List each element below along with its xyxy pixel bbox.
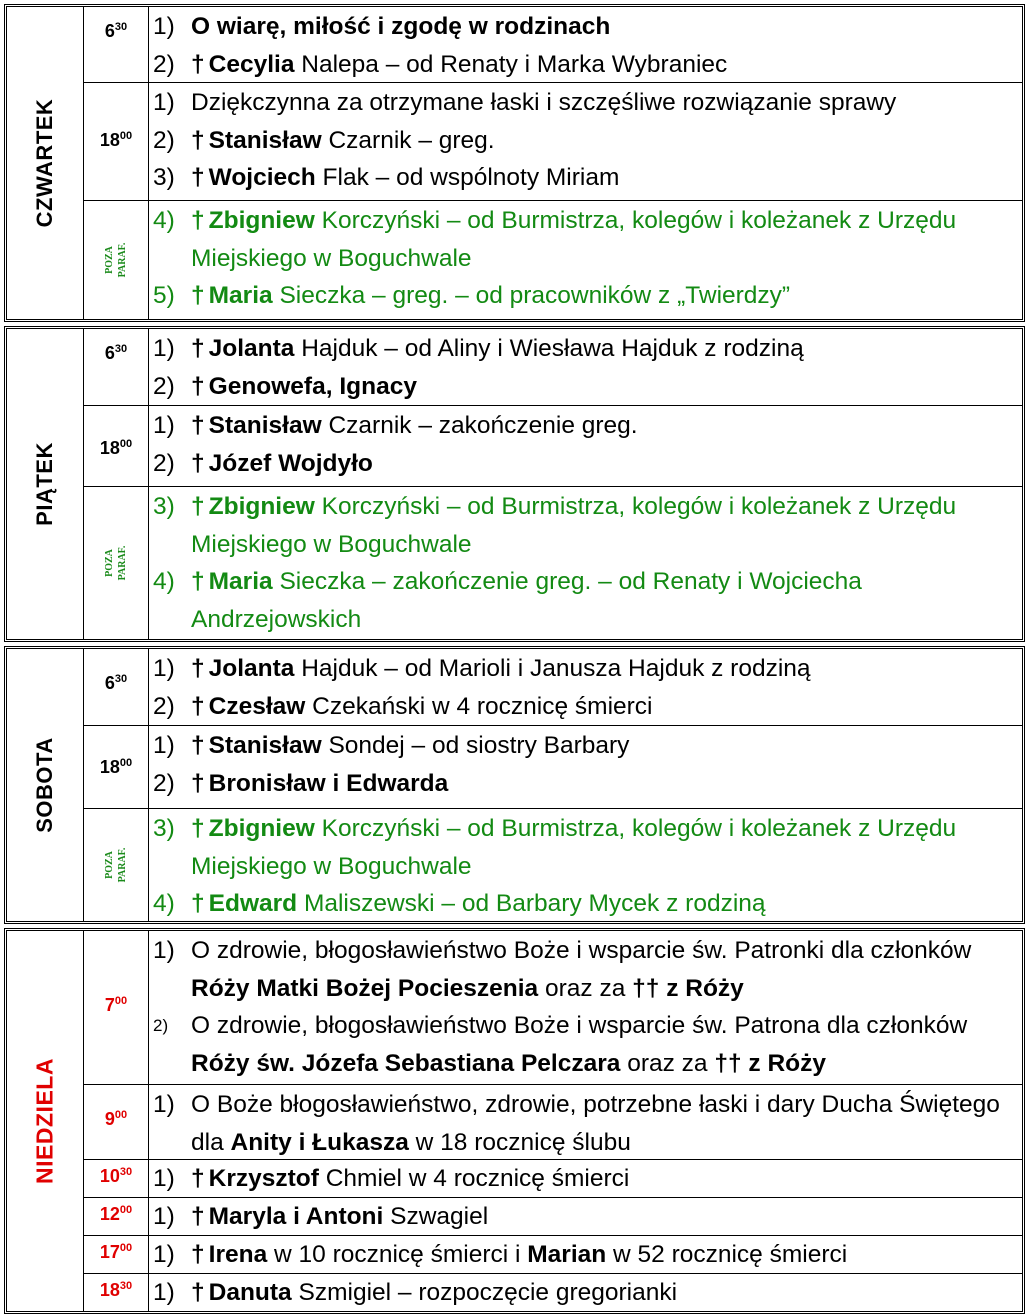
intention-item: 2) O zdrowie, błogosławieństwo Boże i wsparcie św. Patrona dla członków Róży św. Józefa Sebastiana Pelczara oraz za †† z Róży — [153, 1012, 968, 1077]
intention-item: 1) † Irena w 10 rocznicę śmierci i Marian w 52 rocznicę śmierci — [153, 1241, 848, 1268]
intention-item: 5) † Maria Sieczka – greg. – od pracowników z „Twierdzy” — [153, 282, 791, 309]
cross-icon: † — [191, 732, 205, 759]
cross-icon: † — [191, 449, 205, 477]
cross-icon: † — [191, 493, 205, 520]
mass-time: $18^{30}$ — [84, 1274, 149, 1311]
mass-time: $10^{30}$ — [84, 1160, 149, 1197]
intention-item: 2) † Stanisław Czarnik – greg. — [153, 126, 495, 154]
intention-item: 1) O Boże błogosławieństwo, zdrowie, potrzebne łaski i dary Ducha Świętego dla Anity i Łukasza w 18 rocznicę ślubu — [153, 1091, 1000, 1156]
day-label: PIĄTEK — [7, 329, 84, 639]
mass-time: $6^{30}$ — [84, 649, 149, 725]
intention-item: 2) † Genowefa, Ignacy — [153, 372, 417, 400]
intention-item: 4) † Edward Maliszewski – od Barbary Mycek z rodziną — [153, 890, 766, 917]
mass-slot — [84, 82, 1022, 200]
mass-time: $18^{00}$ — [84, 83, 149, 200]
cross-icon: † — [191, 50, 205, 78]
cross-icon: † — [191, 164, 205, 191]
day-label: SOBOTA — [7, 649, 84, 921]
mass-slot-outside-parish — [84, 808, 1022, 921]
intention-item: 1) † Stanisław Sondej – od siostry Barbary — [153, 732, 630, 759]
mass-slot — [84, 329, 1022, 405]
mass-intentions-schedule — [4, 4, 1025, 1314]
intention-item: 4) † Zbigniew Korczyński – od Burmistrza, kolegów i koleżanek z Urzędu Miejskiego w Boguchwale — [153, 207, 957, 272]
cross-icon: † — [191, 412, 205, 439]
intention-item: 1) O zdrowie, błogosławieństwo Boże i wsparcie św. Patronki dla członków Róży Matki Bożej Pocieszenia oraz za †† z Róży — [153, 937, 972, 1002]
intention-item: 1) O wiarę, miłość i zgodę w rodzinach — [153, 13, 611, 40]
intention-item: 1) † Danuta Szmigiel – rozpoczęcie gregorianki — [153, 1279, 678, 1306]
mass-slot — [84, 1159, 1022, 1197]
outside-parish-label: POZA PARAF. — [84, 487, 149, 639]
intention-item: 1) † Stanisław Czarnik – zakończenie greg. — [153, 412, 638, 439]
intention-item: 2) † Bronisław i Edwarda — [153, 769, 449, 797]
day-label: CZWARTEK — [7, 7, 84, 319]
cross-icon: † — [191, 769, 205, 797]
intention-item: 3) † Zbigniew Korczyński – od Burmistrza, kolegów i koleżanek z Urzędu Miejskiego w Boguchwale — [153, 493, 957, 558]
cross-icon: † — [191, 890, 205, 917]
mass-slot-outside-parish — [84, 200, 1022, 319]
intention-item: 3) † Wojciech Flak – od wspólnoty Miriam — [153, 164, 620, 191]
cross-icon: † — [191, 1203, 205, 1230]
mass-slot — [84, 725, 1022, 808]
mass-time: $18^{00}$ — [84, 406, 149, 486]
outside-parish-label: POZA PARAF. — [84, 201, 149, 319]
cross-icon: † — [191, 655, 205, 682]
mass-slot-outside-parish — [84, 486, 1022, 639]
cross-icon: † — [191, 1241, 205, 1268]
intention-item: 4) † Maria Sieczka – zakończenie greg. – od Renaty i Wojciecha Andrzejowskich — [153, 568, 862, 633]
mass-slot — [84, 931, 1022, 1084]
cross-icon: † — [191, 815, 205, 842]
cross-icon: † — [191, 692, 205, 720]
cross-icon: † — [191, 1165, 205, 1192]
cross-icon: † — [191, 335, 205, 362]
mass-time: $12^{00}$ — [84, 1198, 149, 1235]
mass-time: $6^{30}$ — [84, 7, 149, 82]
intention-item: 1) † Krzysztof Chmiel w 4 rocznicę śmierci — [153, 1165, 630, 1192]
mass-slot — [84, 1273, 1022, 1311]
mass-slot — [84, 405, 1022, 486]
day-thursday — [4, 4, 1025, 322]
mass-slot — [84, 1197, 1022, 1235]
mass-time: $9^{00}$ — [84, 1085, 149, 1159]
day-label: NIEDZIELA — [7, 931, 84, 1311]
mass-time: $18^{00}$ — [84, 726, 149, 808]
mass-slot — [84, 1235, 1022, 1273]
mass-time: $6^{30}$ — [84, 329, 149, 405]
intention-item: 1) † Jolanta Hajduk – od Aliny i Wiesława Hajduk z rodziną — [153, 335, 804, 362]
cross-icon: † — [191, 568, 205, 595]
day-sunday — [4, 928, 1025, 1314]
intention-item: 1) † Maryla i Antoni Szwagiel — [153, 1203, 489, 1230]
day-saturday — [4, 646, 1025, 924]
mass-slot — [84, 1084, 1022, 1159]
mass-slot — [84, 649, 1022, 725]
outside-parish-label: POZA PARAF. — [84, 809, 149, 921]
intention-item: 3) † Zbigniew Korczyński – od Burmistrza, kolegów i koleżanek z Urzędu Miejskiego w Boguchwale — [153, 815, 957, 880]
intention-item: 1) † Jolanta Hajduk – od Marioli i Janusza Hajduk z rodziną — [153, 655, 811, 682]
intention-item: 2) † Cecylia Nalepa – od Renaty i Marka Wybraniec — [153, 50, 728, 78]
cross-icon: † — [191, 282, 205, 309]
cross-icon: † — [191, 126, 205, 154]
intention-item: 2) † Józef Wojdyło — [153, 449, 373, 477]
cross-icon: † — [191, 207, 205, 234]
mass-time: $7^{00}$ — [84, 931, 149, 1084]
cross-icon: † — [191, 1279, 205, 1306]
intention-item: 1) Dziękczynna za otrzymane łaski i szczęśliwe rozwiązanie sprawy — [153, 89, 897, 116]
cross-icon: † — [191, 372, 205, 400]
mass-slot — [84, 7, 1022, 82]
mass-time: $17^{00}$ — [84, 1236, 149, 1273]
day-friday — [4, 326, 1025, 642]
intention-item: 2) † Czesław Czekański w 4 rocznicę śmierci — [153, 692, 653, 720]
